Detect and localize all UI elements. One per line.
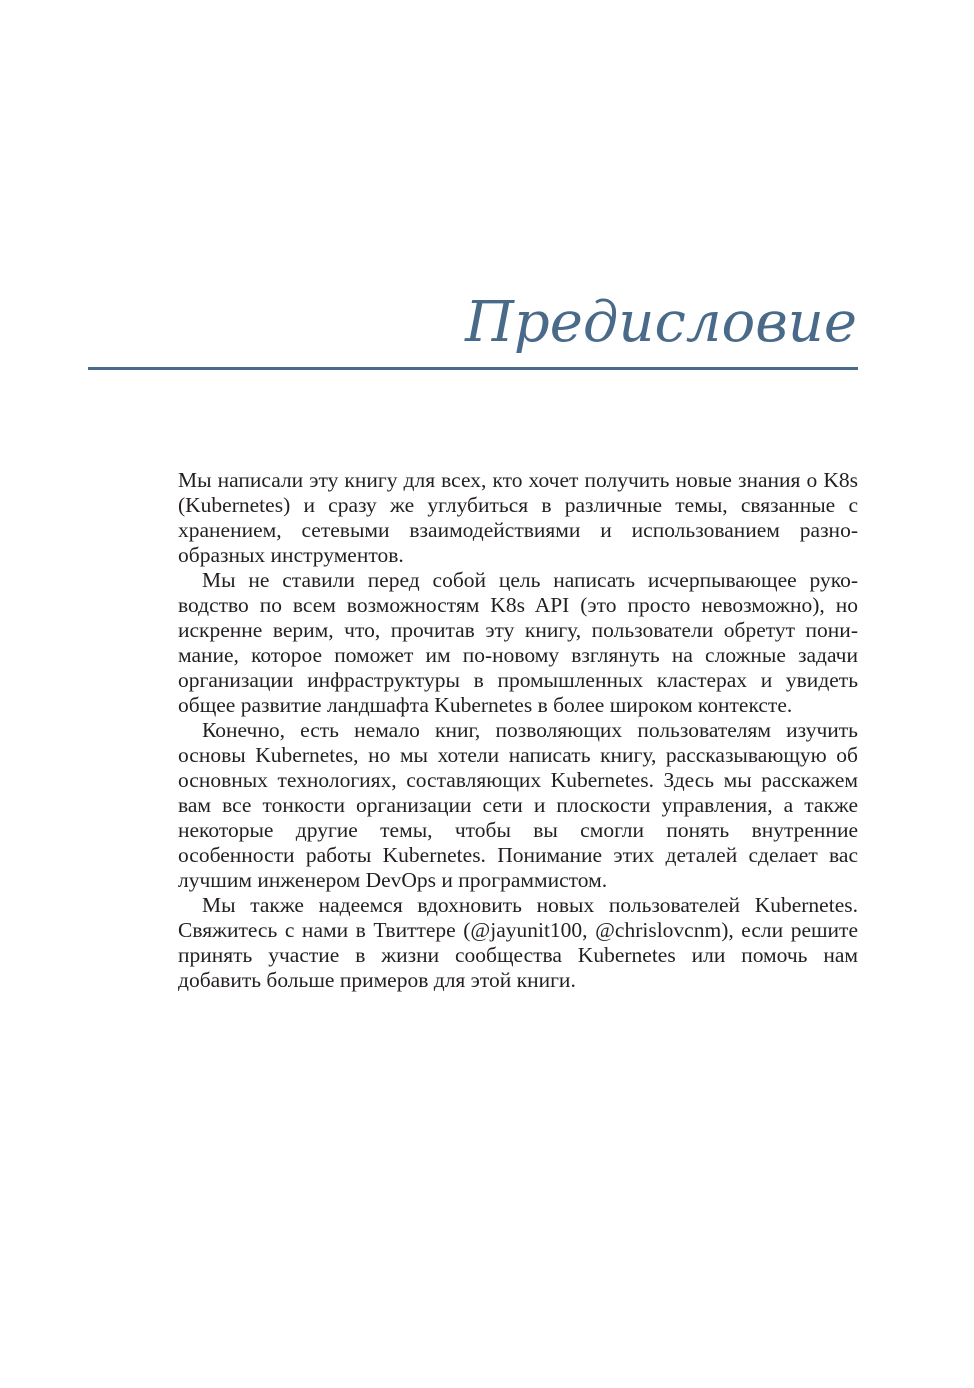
title-underline [88,367,858,370]
chapter-title: Предисловие [465,290,857,355]
preface-body [178,468,858,993]
paragraph-1: Мы написали эту книгу для всех, кто хочет получить новые знания о K8s (Kubernetes) и сразу же углубиться в различные темы, связанные с хранением, сетевыми взаимодействиями и использованием разнообразных инструментов. [178,468,858,567]
paragraph-2: Мы не ставили перед собой цель написать исчерпывающее руководство по всем возможностям K8s API (это просто невозможно), но искренне верим, что, прочитав эту книгу, пользователи обретут понимание, которое поможет им по-новому взглянуть на сложные задачи организации инфраструктуры в промышленных кластерах и увидеть общее развитие ландшафта Kubernetes в более широком контексте. [178,568,858,717]
paragraph-4: Мы также надеемся вдохновить новых пользователей Kubernetes. Свяжитесь с нами в Твиттере (@jayunit100, @chrislovcnm), если решите принять участие в жизни сообщества Kubernetes или помочь нам добавить больше примеров для этой книги. [178,893,858,992]
paragraph-3: Конечно, есть немало книг, позволяющих пользователям изучить основы Kubernetes, но мы хотели написать книгу, рассказывающую об основных технологиях, составляющих Kubernetes. Здесь мы расскажем вам все тонкости организации сети и плоскости управления, а также некоторые другие темы, чтобы вы смогли понять внутренние особенности работы Kubernetes. Понимание этих деталей сделает вас лучшим инженером DevOps и программистом. [178,718,858,892]
